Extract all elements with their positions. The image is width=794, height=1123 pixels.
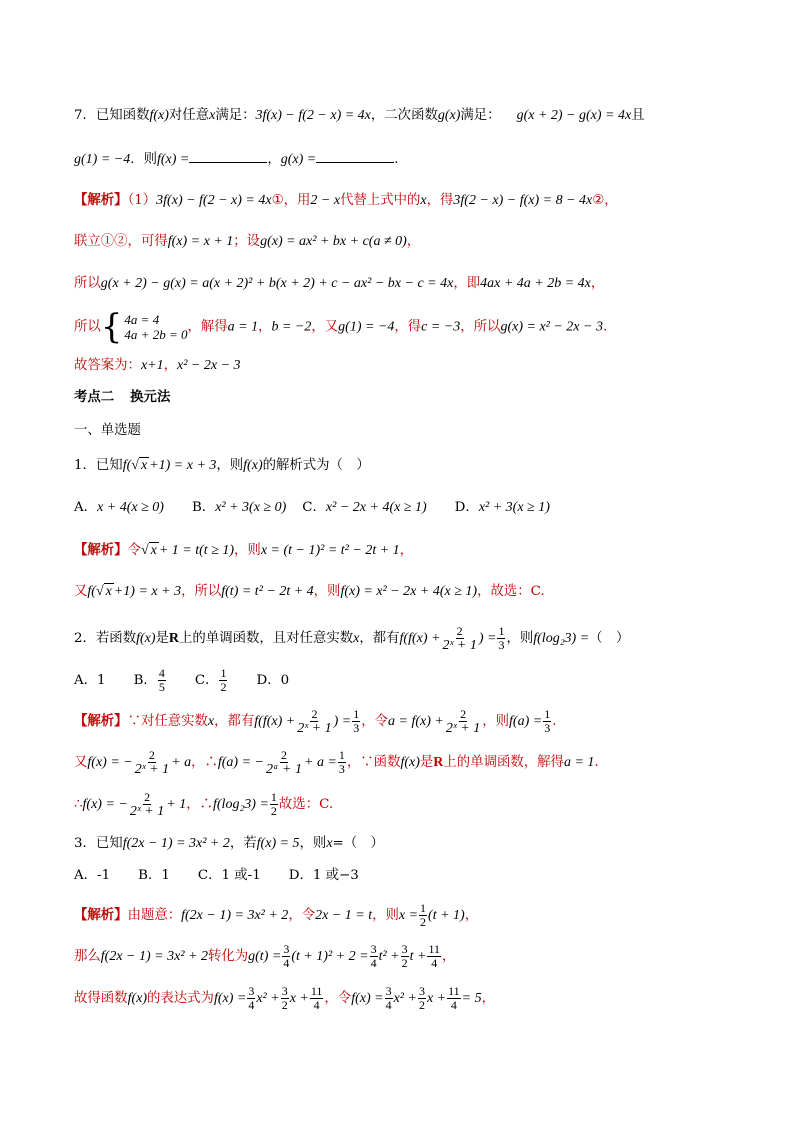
q7-text: ，二次函数 <box>370 108 438 123</box>
q2-text: 2．若函数 <box>74 631 137 646</box>
solution-expr: f(2x − 1) = 3x² + 2 <box>100 949 208 964</box>
solution-text: 又 <box>74 755 88 770</box>
solution-tag: 【解析】 <box>74 542 128 558</box>
real-set-symbol: R <box>168 631 180 646</box>
q1-options <box>74 498 550 518</box>
solution-expr: = 5 <box>461 991 482 1006</box>
solution-expr: f(f(x) + <box>254 714 296 729</box>
q7-fx-answer-label: f(x) = <box>157 152 190 167</box>
solution-equation: f(x) = x + 1 <box>167 234 234 249</box>
q2-solution-line-3: ∴f(x) = − $\frac{2}{\text{2ˣ + 1}}$ + 1，∴f(log₂3) = $\frac{1}{2}$ 故选：C. <box>74 790 334 819</box>
solution-text: 上的单调函数，解得 <box>443 755 564 770</box>
q2-expr: f(log₂3) = <box>533 631 590 646</box>
q7-text: 满足： <box>215 108 256 123</box>
solution-text: （1） <box>127 193 157 208</box>
system-row-1: 4a = 4 <box>124 312 160 327</box>
solution-expr: f(x) = <box>351 991 384 1006</box>
section-name: 换元法 <box>130 390 171 405</box>
q7-text: ， <box>267 152 281 167</box>
solution-var: x <box>207 714 215 729</box>
solution-expr: f(a) = − <box>217 755 264 770</box>
solution-sqrt-x: x <box>105 584 112 599</box>
solution-expr: x² + <box>393 991 417 1006</box>
solution-expr: ) = <box>333 714 352 729</box>
q2-text: （ ） <box>589 631 630 646</box>
solution-text: ，∴ <box>186 797 213 812</box>
solution-expr: g(t) = <box>248 949 282 964</box>
solution-text: ∴ <box>74 797 83 812</box>
solution-expr: b = −2 <box>271 319 312 335</box>
solution-expr: x = (t − 1)² = t² − 2t + 1 <box>260 543 400 558</box>
solution-text: 的表达式为 <box>147 991 214 1006</box>
real-set-symbol: R <box>433 755 444 770</box>
solution-tag: 【解析】 <box>74 713 128 729</box>
solution-text: . <box>552 714 557 729</box>
solution-tag: 【解析】 <box>74 192 128 208</box>
solution-expr: x + <box>289 991 309 1006</box>
solution-expr: f(x) = − <box>82 797 128 812</box>
solution-expr: + 1 <box>166 797 187 812</box>
solution-text: 所以 <box>74 276 101 291</box>
q7-stem-line-2 <box>74 148 399 170</box>
q1-stem: 1．已知f(√ x +1) = x + 3，则f(x)的解析式为（ ） <box>74 458 370 473</box>
q2-solution-line-2: 又f(x) = − $\frac{2}{\text{2ˣ + 1}}$ + a，∴f(a) = − $\frac{2}{\text{2ᵃ + 1}}$ + a = $\frac{1}{3}$ ，∵函数f(x)是R上的单调函数，解得a = 1. <box>74 748 599 777</box>
solution-text: 转化为 <box>207 949 249 964</box>
q7-equation-2: g(x + 2) − g(x) = 4x <box>516 108 632 123</box>
solution-expr: (t + 1)² + 2 = <box>291 949 369 964</box>
q2-expr: f(f(x) + <box>399 631 441 646</box>
q2-text: ，都有 <box>359 631 400 646</box>
solution-expr: x + <box>426 991 447 1006</box>
q3-option-d[interactable]: D．1 或−3 <box>288 868 359 883</box>
q1-option-d[interactable]: D．x² + 3(x ≥ 1) <box>454 500 550 515</box>
solution-expr: f(x) <box>400 755 420 770</box>
solution-expr: a = 1 <box>563 755 595 770</box>
q1-option-c[interactable]: C．x² − 2x + 4(x ≥ 1) <box>302 500 427 515</box>
solution-text: ， <box>442 949 456 964</box>
solution-equation: g(x) = ax² + bx + c(a ≠ 0) <box>260 234 407 249</box>
q3-text: 3．已知 <box>74 836 123 851</box>
solution-text: ，即 <box>453 276 481 291</box>
solution-text: ②， <box>592 193 618 208</box>
q7-answer-line <box>74 356 241 376</box>
solution-expr: f( <box>87 584 96 599</box>
solution-expr: + 1 = t(t ≥ 1) <box>158 543 235 558</box>
solution-text: ，得 <box>426 193 454 208</box>
q3-x: x <box>326 836 333 851</box>
solution-equation: g(x + 2) − g(x) = a(x + 2)² + b(x + 2) + c − ax² − bx − c = 4x <box>100 276 454 291</box>
q1-text: 1．已知 <box>74 458 123 473</box>
solution-expr: (t + 1) <box>428 908 465 923</box>
section-heading <box>74 388 170 408</box>
solution-text: ∵对任意实数 <box>127 714 208 729</box>
solution-expr: + a = <box>304 755 337 770</box>
q3-options <box>74 866 359 886</box>
solution-text: 代替上式中的 <box>340 193 421 208</box>
solution-sqrt-x: x <box>150 543 157 558</box>
q2-expr: ) = <box>478 631 497 646</box>
q3-expr: f(x) = 5 <box>256 836 300 851</box>
q7-text: 且 <box>631 108 645 123</box>
solution-text: ；设 <box>233 234 261 249</box>
q3-option-b[interactable]: B．1 <box>138 868 170 883</box>
q2-fx: f(x) <box>136 631 156 646</box>
q7-solution-line-2 <box>74 232 420 252</box>
q7-condition: g(1) = −4 <box>74 152 131 167</box>
q1-fx: f(x) <box>243 458 263 473</box>
solution-text: 故选：C. <box>278 797 334 812</box>
solution-text: ，则 <box>313 584 341 599</box>
q7-gx: g(x) <box>437 108 461 123</box>
solution-expr: x² + <box>256 991 280 1006</box>
solution-expr: f(x) <box>127 991 147 1006</box>
subsection-title: 一、单选题 <box>74 423 141 438</box>
q3-expr: f(2x − 1) = 3x² + 2 <box>122 836 230 851</box>
solution-text: ①，用 <box>271 193 311 208</box>
q3-solution-line-2: 那么f(2x − 1) = 3x² + 2转化为g(t) = $\frac{3}{4}$ (t + 1)² + 2 = $\frac{3}{4}$ t² + $\frac{3}{2}$ t + $\frac{11}{4}$ ， <box>74 942 456 970</box>
solution-text: 联立①②，可得 <box>74 234 168 249</box>
solution-expr: f(a) = <box>509 714 543 729</box>
solution-text: ，令 <box>324 991 352 1006</box>
solution-text: 故得函数 <box>74 991 128 1006</box>
q3-text: ，则 <box>299 836 327 851</box>
solution-text: ，令 <box>288 908 316 923</box>
solution-text: ，∵函数 <box>346 755 401 770</box>
solution-text: ， <box>464 908 479 923</box>
solution-text: 又 <box>74 584 88 599</box>
solution-text: 所以 <box>74 319 101 335</box>
q1-option-a[interactable]: A．x + 4(x ≥ 0) <box>74 500 164 515</box>
solution-equation: 3f(2 − x) − f(x) = 8 − 4x <box>453 193 593 208</box>
solution-text: ，故选：C. <box>477 584 545 599</box>
q3-stem <box>74 834 384 854</box>
solution-expr: a = 1 <box>227 319 259 335</box>
solution-text: ，∴ <box>191 755 218 770</box>
section-title: 考点二 <box>74 390 115 405</box>
solution-text: 是 <box>419 755 434 770</box>
solution-text: . <box>594 755 599 770</box>
solution-text: ， <box>399 543 414 558</box>
answer-gx: x² − 2x − 3 <box>177 358 241 373</box>
q3-solution-line-3: 故得函数f(x)的表达式为f(x) = $\frac{3}{4}$ x² + $\frac{3}{2}$ x + $\frac{11}{4}$ ，令f(x) = $\frac{3}{4}$ x² + $\frac{3}{2}$ x + $\frac{11}{4}$ = 5， <box>74 984 496 1012</box>
solution-text: ， <box>481 991 496 1006</box>
q7-text: 满足： <box>460 108 501 123</box>
solution-tag: 【解析】 <box>74 907 128 923</box>
solution-text: . <box>602 319 608 335</box>
solution-text: ，所以 <box>181 584 222 599</box>
solution-text: 令 <box>127 543 141 558</box>
solution-expr: +1) = x + 3 <box>113 584 182 599</box>
q7-x: x <box>209 108 216 123</box>
q1-expr: +1) = x + 3 <box>149 458 217 473</box>
q3-option-c[interactable]: C．1 或-1 <box>197 868 261 883</box>
q2-x: x <box>353 631 360 646</box>
solution-expr: f(log₂3) = <box>213 797 269 812</box>
solution-equation: 3f(x) − f(2 − x) = 4x <box>156 193 272 208</box>
answer-label: 故答案为： <box>74 358 141 373</box>
solution-text: ，则 <box>482 714 510 729</box>
q2-options <box>74 664 289 698</box>
q7-solution-line-4 <box>74 307 608 347</box>
solution-text: ，又 <box>311 319 339 335</box>
solution-text: 由题意： <box>127 908 182 923</box>
q1-text: 的解析式为（ ） <box>262 458 370 473</box>
q7-stem-line-1 <box>74 106 645 126</box>
q2-text: 上的单调函数，且对任意实数 <box>179 631 354 646</box>
q3-text: ，若 <box>229 836 257 851</box>
q7-gx-answer-label: g(x) = <box>280 152 317 167</box>
q3-text: =（ ） <box>332 836 384 851</box>
q7-text: 对任意 <box>168 108 210 123</box>
solution-expr: f(2x − 1) = 3x² + 2 <box>181 908 289 923</box>
system-row-2: 4a + 2b = 0 <box>124 327 188 342</box>
solution-text: ，则 <box>372 908 399 923</box>
q7-text: 7．已知函数 <box>74 108 150 123</box>
solution-expr: f(x) = x² − 2x + 4(x ≥ 1) <box>340 584 478 599</box>
q2-stem <box>74 622 629 656</box>
q1-expr: f( <box>122 458 132 473</box>
q2-solution-line-1: 【解析】∵对任意实数x，都有f(f(x) + $\frac{2}{\text{2ˣ + 1}}$ ) = $\frac{1}{3}$ ，令a = f(x) + $\frac{2}{\text{2ˣ + 1}}$ ，则f(a) = $\frac{1}{3}$ . <box>74 707 557 736</box>
solution-expr: c = −3 <box>421 319 461 335</box>
answer-fx: x+1 <box>140 358 164 373</box>
q2-option-a[interactable]: A．1 <box>74 673 106 688</box>
q1-solution-line-2: 又f(√ x +1) = x + 3，所以f(t) = t² − 2t + 4，则f(x) = x² − 2x + 4(x ≥ 1)，故选：C. <box>74 584 545 599</box>
solution-text: ，得 <box>394 319 422 335</box>
fx-answer-blank[interactable] <box>189 148 267 163</box>
solution-text: ，令 <box>361 714 389 729</box>
q2-text: ，则 <box>506 631 534 646</box>
q7-text: . <box>394 152 399 167</box>
q2-option-c[interactable]: C． $\frac{1}{2}$ <box>194 666 227 694</box>
q7-solution-line-1 <box>74 190 618 211</box>
q2-fraction: $\frac{2}{\text{2ˣ + 1}}$ <box>442 624 477 653</box>
solution-var: x <box>420 193 427 208</box>
solution-expr: t + <box>409 949 427 964</box>
q2-option-d[interactable]: D．0 <box>256 673 290 688</box>
solution-text: ， <box>590 276 605 291</box>
q3-option-a[interactable]: A．-1 <box>74 868 111 883</box>
q7-fx: f(x) <box>149 108 169 123</box>
q1-solution-line-1: 【解析】令√ x + 1 = t(t ≥ 1)，则x = (t − 1)² = t² − 2t + 1， <box>74 542 414 558</box>
solution-expr: t² + <box>378 949 400 964</box>
equation-system: { 4a = 4 4a + 2b = 0 <box>100 307 188 347</box>
answer-separator: ， <box>163 358 178 373</box>
q1-sqrt-x: x <box>140 458 148 473</box>
solution-text: ，都有 <box>214 714 255 729</box>
subsection-heading <box>74 421 141 441</box>
solution-expr: f(t) = t² − 2t + 4 <box>221 584 314 599</box>
solution-text: ， <box>406 234 421 249</box>
solution-text: ，则 <box>234 543 261 558</box>
solution-expr: + a <box>171 755 192 770</box>
solution-expr: x = <box>398 908 419 923</box>
gx-answer-blank[interactable] <box>316 148 394 163</box>
q2-text: 是 <box>155 631 169 646</box>
q2-fraction-rhs: $\frac{1}{3}$ <box>498 624 505 652</box>
q7-solution-line-3 <box>74 274 604 294</box>
q3-solution-line-1: 【解析】由题意：f(2x − 1) = 3x² + 2，令2x − 1 = t，则x = $\frac{1}{2}$ (t + 1)， <box>74 901 479 929</box>
solution-text: ， <box>258 319 272 335</box>
q7-equation-1: 3f(x) − f(2 − x) = 4x <box>255 108 371 123</box>
solution-text: 那么 <box>74 949 101 964</box>
q2-option-b[interactable]: B． $\frac{4}{5}$ <box>133 666 165 694</box>
solution-expr: g(x) = x² − 2x − 3 <box>500 319 603 335</box>
q1-option-b[interactable]: B．x² + 3(x ≥ 0) <box>191 500 287 515</box>
solution-expr: 2x − 1 = t <box>315 908 373 923</box>
solution-equation: 4ax + 4a + 2b = 4x <box>480 276 591 291</box>
solution-expr: g(1) = −4 <box>338 319 395 335</box>
solution-expr: 2 − x <box>310 193 341 208</box>
solution-expr: a = f(x) + <box>388 714 444 729</box>
solution-text: ，解得 <box>187 319 228 335</box>
solution-expr: f(x) = <box>213 991 247 1006</box>
q1-text: ，则 <box>216 458 244 473</box>
solution-expr: f(x) = − <box>87 755 133 770</box>
q7-text: ．则 <box>130 152 157 167</box>
solution-text: ，所以 <box>460 319 501 335</box>
